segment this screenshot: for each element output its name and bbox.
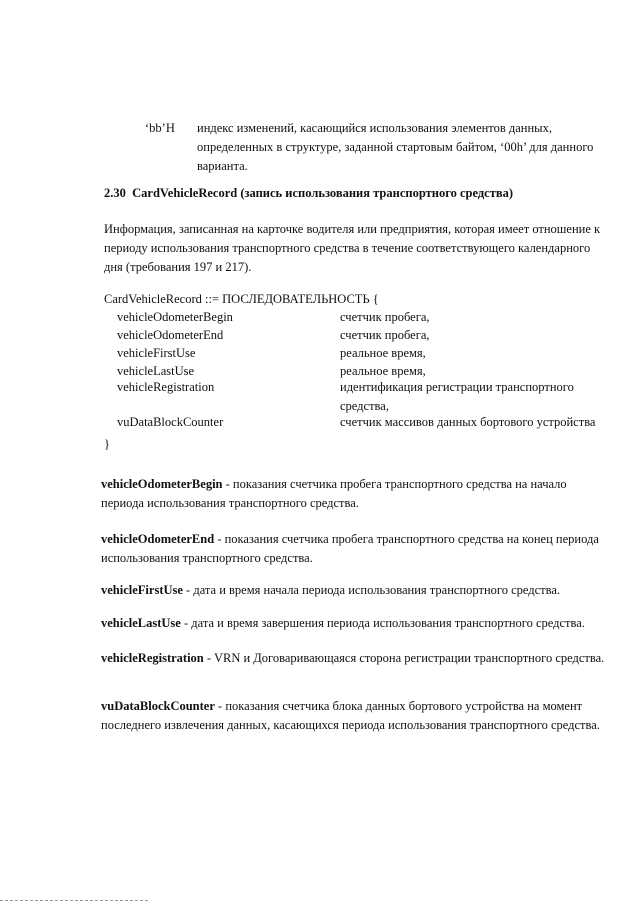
structure-declaration: CardVehicleRecord ::= ПОСЛЕДОВАТЕЛЬНОСТЬ { [104, 292, 379, 306]
field-type: реальное время, [340, 364, 426, 378]
definition-text: - VRN и Договаривающаяся сторона регистрации транспортного средства. [203, 651, 605, 665]
field-type: идентификация регистрации транспортного средства, [340, 380, 574, 413]
definition-text: - показания счетчика пробега транспортного средства на конец периода использования транспортного средства. [101, 532, 599, 565]
section-title: CardVehicleRecord (запись использования транспортного средства) [132, 186, 513, 200]
definition-term: vehicleOdometerEnd [101, 532, 215, 546]
definition-text: - показания счетчика блока данных бортового устройства на момент последнего извлечения данных, касающихся периода использования транспортного средства. [101, 699, 600, 732]
field-type: счетчик массивов данных бортового устройства [340, 415, 596, 429]
field-name: vehicleRegistration [117, 380, 215, 394]
definition-paragraph [101, 475, 606, 513]
definition-term: vehicleLastUse [101, 616, 181, 630]
definition-term: vehicleOdometerBegin [101, 477, 223, 491]
field-name: vehicleOdometerBegin [117, 310, 233, 324]
field-type: счетчик пробега, [340, 310, 430, 324]
definition-text: - дата и время начала периода использования транспортного средства. [182, 583, 561, 597]
definition-paragraph [101, 697, 606, 735]
definition-term: vehicleRegistration [101, 651, 204, 665]
intro-paragraph: Информация, записанная на карточке водителя или предприятия, которая имеет отношение к периоду использования транспортного средства в течение соответствующего календарного дня (требования 197 и 217). [104, 222, 601, 274]
field-type: реальное время, [340, 346, 426, 360]
definition-paragraph [101, 649, 606, 668]
definition-term: vuDataBlockCounter [101, 699, 215, 713]
structure-close: } [104, 437, 110, 451]
bb-code: ‘bb’H [145, 121, 175, 135]
page-bottom-rule [0, 900, 148, 901]
field-name: vehicleFirstUse [117, 346, 196, 360]
field-name: vehicleOdometerEnd [117, 328, 224, 342]
definition-text: - дата и время завершения периода использования транспортного средства. [180, 616, 585, 630]
definition-text: - показания счетчика пробега транспортного средства на начало периода использования транспортного средства. [101, 477, 567, 510]
field-name: vehicleLastUse [117, 364, 195, 378]
bb-description: индекс изменений, касающийся использования элементов данных, определенных в структуре, заданной стартовым байтом, ‘00h’ для данного варианта. [197, 121, 594, 173]
field-name: vuDataBlockCounter [117, 415, 224, 429]
definition-paragraph [101, 581, 606, 600]
definition-paragraph [101, 530, 606, 568]
field-type: счетчик пробега, [340, 328, 430, 342]
section-heading [104, 184, 513, 203]
definition-paragraph [101, 614, 606, 633]
definition-term: vehicleFirstUse [101, 583, 183, 597]
section-number: 2.30 [104, 186, 126, 200]
